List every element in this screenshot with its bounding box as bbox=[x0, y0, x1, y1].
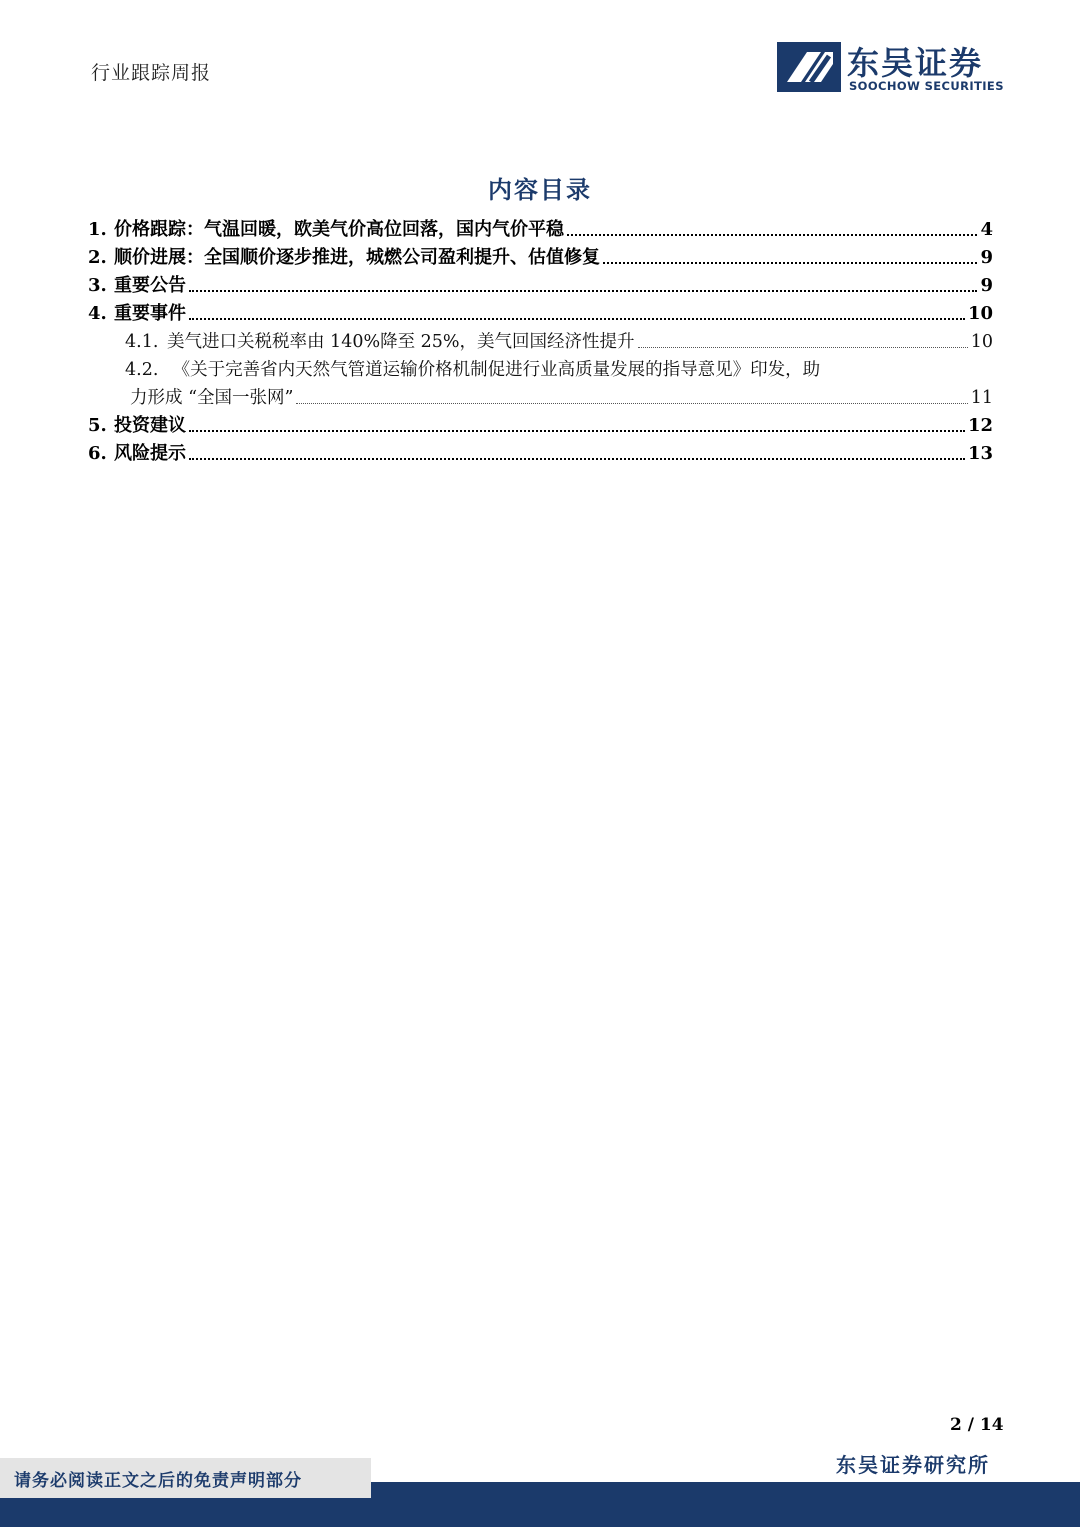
toc-leader-dots bbox=[189, 430, 965, 432]
toc-entry-page: 9 bbox=[980, 275, 993, 296]
toc-entry-page: 13 bbox=[967, 443, 993, 464]
toc-entry-title-continued: 力形成 “全国一张网” bbox=[130, 388, 294, 408]
toc-leader-dots bbox=[603, 262, 977, 264]
soochow-logo-icon bbox=[777, 42, 841, 92]
toc-entry-title: 《关于完善省内天然气管道运输价格机制促进行业高质量发展的指导意见》印发，助 bbox=[172, 360, 821, 380]
toc-leader-dots bbox=[296, 403, 967, 404]
toc-entry-page: 12 bbox=[967, 415, 993, 436]
toc-entry-4-1[interactable] bbox=[88, 328, 993, 356]
toc-entry-5[interactable] bbox=[88, 412, 993, 440]
toc-entry-title: 价格跟踪：气温回暖，欧美气价高位回落，国内气价平稳 bbox=[114, 219, 564, 240]
toc-entry-page: 10 bbox=[967, 303, 993, 324]
toc-title: 内容目录 bbox=[488, 175, 592, 204]
disclaimer-text: 请务必阅读正文之后的免责声明部分 bbox=[14, 1471, 302, 1491]
toc-leader-dots bbox=[567, 234, 977, 236]
toc-leader-dots bbox=[189, 318, 965, 320]
toc-entry-1[interactable] bbox=[88, 216, 993, 244]
toc-entry-6[interactable] bbox=[88, 440, 993, 468]
toc-entry-number: 5. bbox=[88, 415, 107, 436]
toc-entry-title: 风险提示 bbox=[114, 443, 186, 464]
toc-entry-4-2[interactable] bbox=[88, 356, 993, 412]
toc-entry-3[interactable] bbox=[88, 272, 993, 300]
toc-leader-dots bbox=[638, 347, 968, 348]
toc-leader-dots bbox=[189, 458, 965, 460]
toc-entry-page: 11 bbox=[970, 388, 993, 408]
table-of-contents bbox=[88, 216, 993, 468]
toc-entry-page: 4 bbox=[980, 219, 993, 240]
soochow-logo bbox=[777, 40, 1007, 96]
toc-entry-number: 6. bbox=[88, 443, 107, 464]
toc-entry-title: 美气进口关税税率由 140%降至 25%，美气回国经济性提升 bbox=[167, 332, 635, 352]
toc-entry-page: 10 bbox=[970, 332, 993, 352]
toc-entry-2[interactable] bbox=[88, 244, 993, 272]
logo-chinese-name: 东吴证券 bbox=[847, 44, 984, 82]
toc-entry-4[interactable] bbox=[88, 300, 993, 328]
toc-leader-dots bbox=[189, 290, 977, 292]
toc-entry-page: 9 bbox=[980, 247, 993, 268]
page-number: 2 / 14 bbox=[950, 1415, 1004, 1435]
toc-entry-number: 4. bbox=[88, 303, 107, 324]
toc-entry-number: 4.2. bbox=[125, 360, 159, 380]
toc-entry-number: 2. bbox=[88, 247, 107, 268]
toc-entry-number: 4.1. bbox=[125, 332, 159, 352]
toc-entry-title: 投资建议 bbox=[114, 415, 186, 436]
research-institute-name: 东吴证券研究所 bbox=[836, 1453, 990, 1477]
report-type-label: 行业跟踪周报 bbox=[91, 62, 212, 84]
toc-entry-number: 3. bbox=[88, 275, 107, 296]
toc-entry-title: 顺价进展：全国顺价逐步推进，城燃公司盈利提升、估值修复 bbox=[114, 247, 600, 268]
toc-entry-number: 1. bbox=[88, 219, 107, 240]
logo-english-name: SOOCHOW SECURITIES bbox=[849, 79, 1004, 93]
toc-entry-title: 重要事件 bbox=[114, 303, 186, 324]
toc-entry-title: 重要公告 bbox=[114, 275, 186, 296]
